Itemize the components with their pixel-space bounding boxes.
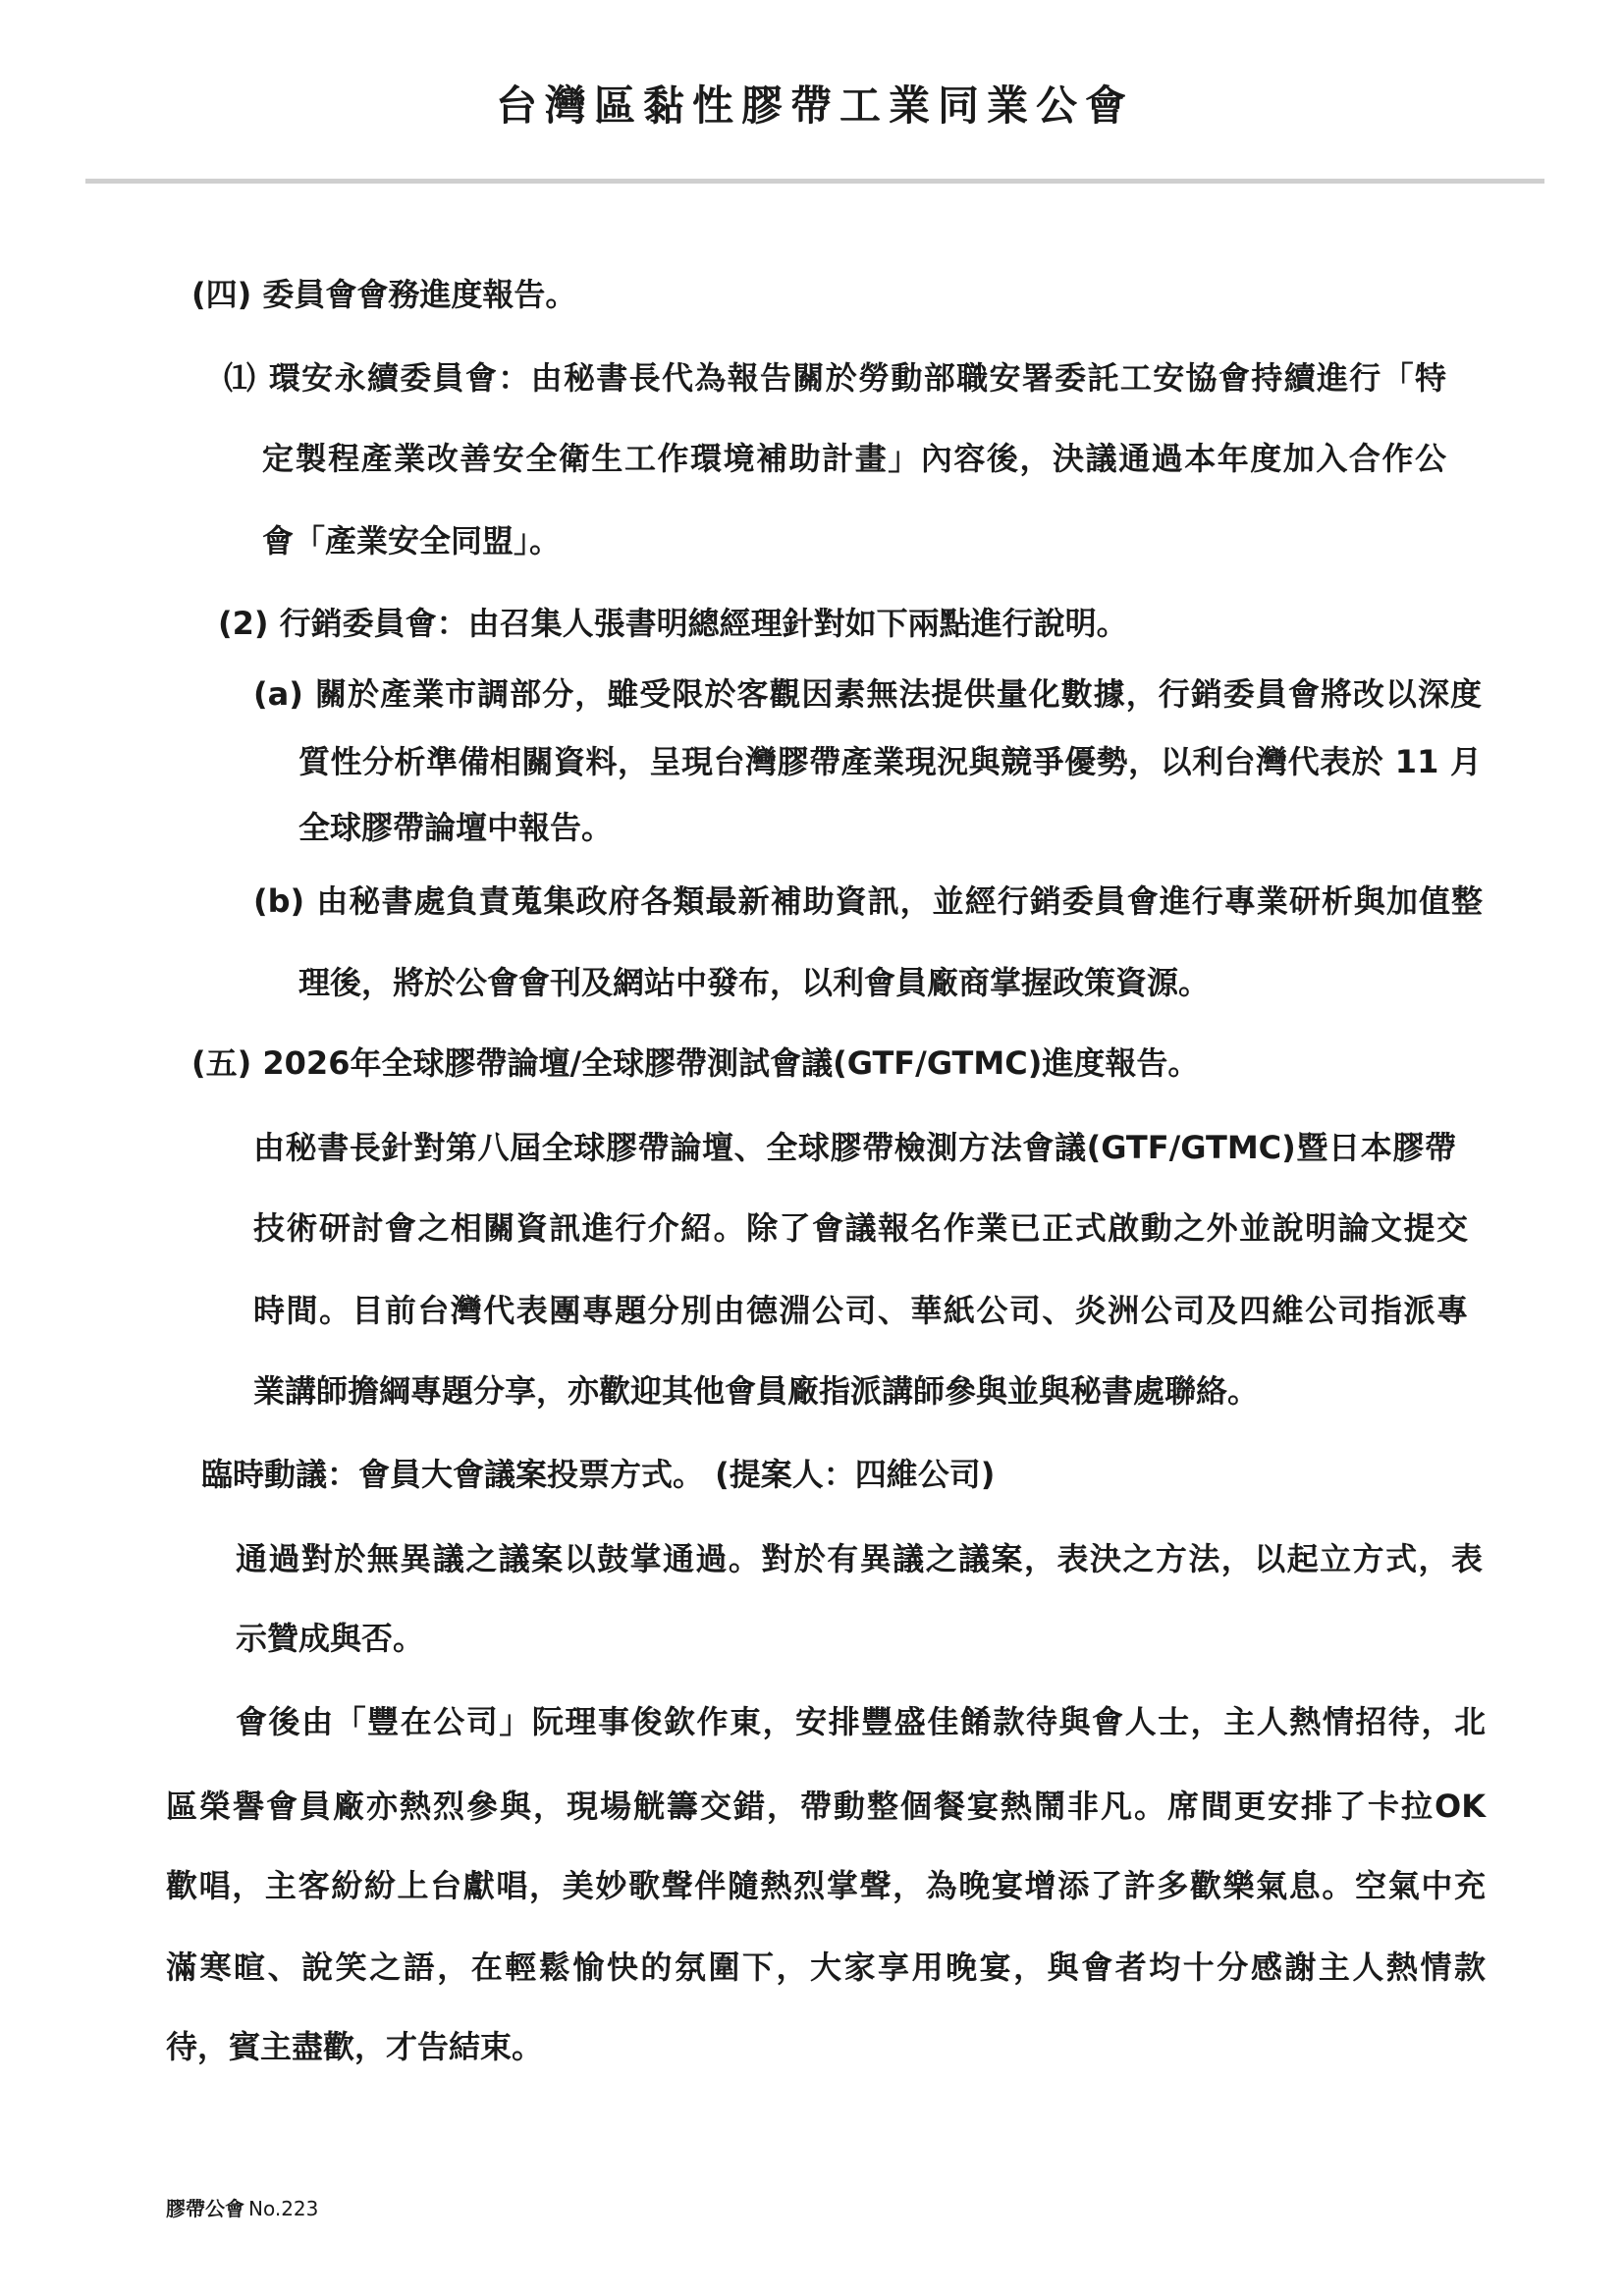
closing-line-3: 歡唱，主客紛紛上台獻唱，美妙歌聲伴隨熱烈掌聲，為晚宴增添了許多歡樂氣息。空氣中充 bbox=[166, 1867, 1486, 1904]
subitem-a-line-2: 質性分析準備相關資料，呈現台灣膠帶產業現況與競爭優勢，以利台灣代表於 11 月 bbox=[298, 743, 1482, 780]
subitem-a-line-3: 全球膠帶論壇中報告。 bbox=[298, 809, 614, 846]
section-5-heading: (五) 2026年全球膠帶論壇/全球膠帶測試會議(GTF/GTMC)進度報告。 bbox=[191, 1044, 1200, 1082]
header-divider bbox=[85, 179, 1544, 184]
section-5-line-2: 技術研討會之相關資訊進行介紹。除了會議報名作業已正式啟動之外並說明論文提交 bbox=[253, 1209, 1468, 1247]
footer-publication: 膠帶公會 bbox=[166, 2197, 244, 2220]
closing-line-4: 滿寒暄、說笑之語，在輕鬆愉快的氛圍下，大家享用晚宴，與會者均十分感謝主人熱情款 bbox=[166, 1949, 1486, 1986]
section-5-line-4: 業講師擔綱專題分享，亦歡迎其他會員廠指派講師參與並與秘書處聯絡。 bbox=[253, 1372, 1260, 1410]
section-5-line-3: 時間。目前台灣代表團專題分別由德淵公司、華紙公司、炎洲公司及四維公司指派專 bbox=[253, 1292, 1468, 1329]
item-1-line-2: 定製程產業改善安全衛生工作環境補助計畫」內容後，決議通過本年度加入合作公 bbox=[262, 440, 1446, 477]
item-2-heading: (2) 行銷委員會：由召集人張書明總經理針對如下兩點進行說明。 bbox=[218, 605, 1128, 642]
page-title: 台灣區黏性膠帶工業同業公會 bbox=[495, 81, 1134, 130]
page-footer bbox=[166, 2196, 318, 2221]
closing-line-1: 會後由「豐在公司」阮理事俊欽作東，安排豐盛佳餚款待與會人士，主人熱情招待，北 bbox=[236, 1703, 1486, 1740]
subitem-b-line-1: (b) 由秘書處負責蒐集政府各類最新補助資訊，並經行銷委員會進行專業研析與加值整 bbox=[253, 882, 1483, 920]
motion-line-2: 示贊成與否。 bbox=[236, 1620, 425, 1657]
footer-issue-number: No.223 bbox=[248, 2197, 319, 2220]
motion-line-1: 通過對於無異議之議案以鼓掌通過。對於有異議之議案，表決之方法，以起立方式，表 bbox=[236, 1540, 1483, 1577]
closing-line-5: 待，賓主盡歡，才告結束。 bbox=[166, 2028, 544, 2065]
section-5-line-1: 由秘書長針對第八屆全球膠帶論壇、全球膠帶檢測方法會議(GTF/GTMC)暨日本膠帶 bbox=[253, 1129, 1456, 1166]
section-4-heading: (四) 委員會會務進度報告。 bbox=[191, 276, 577, 313]
item-1-line-3: 會「產業安全同盟」。 bbox=[262, 522, 562, 560]
subitem-b-line-2: 理後，將於公會會刊及網站中發布，以利會員廠商掌握政策資源。 bbox=[298, 964, 1211, 1001]
closing-line-2: 區榮譽會員廠亦熱烈參與，現場觥籌交錯，帶動整個餐宴熱鬧非凡。席間更安排了卡拉OK bbox=[166, 1788, 1486, 1825]
subitem-a-line-1: (a) 關於產業市調部分，雖受限於客觀因素無法提供量化數據，行銷委員會將改以深度 bbox=[253, 675, 1482, 713]
item-1-line-1: ⑴ 環安永續委員會：由秘書長代為報告關於勞動部職安署委託工安協會持續進行「特 bbox=[224, 359, 1446, 397]
motion-heading: 臨時動議：會員大會議案投票方式。 (提案人：四維公司) bbox=[201, 1456, 996, 1493]
